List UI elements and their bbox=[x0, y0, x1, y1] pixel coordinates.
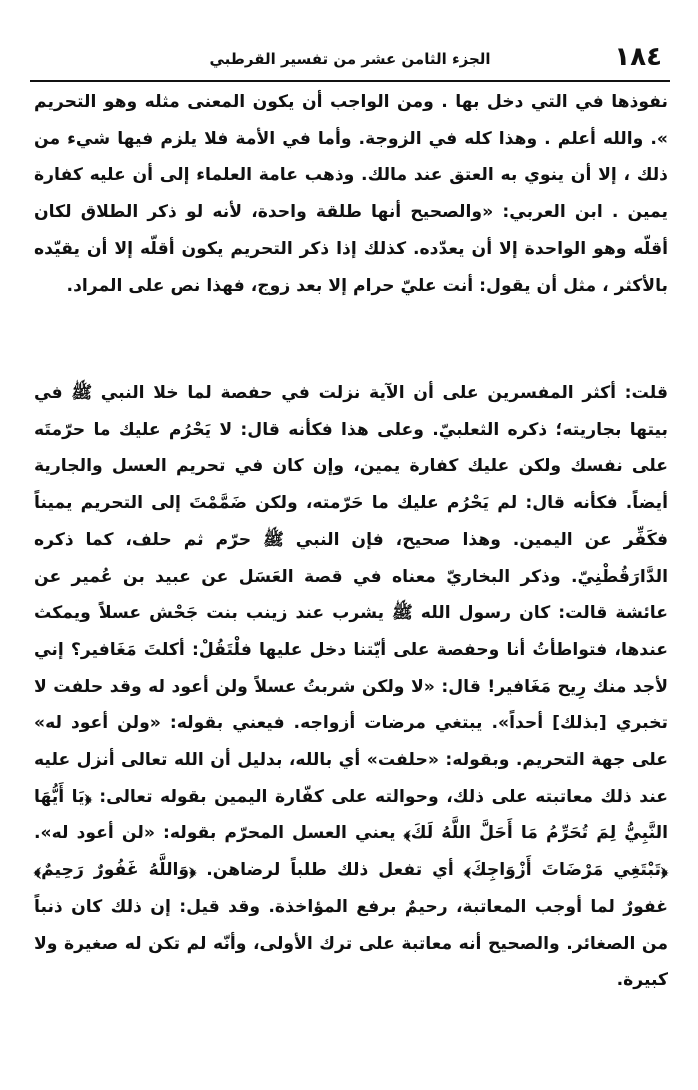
header-divider bbox=[30, 80, 670, 82]
paragraph-text: قلت: أكثر المفسرين على أن الآية نزلت في حفصة لما خلا النبي ﷺ في بيتها بجاريته؛ ذكره الثعلبيّ. وعلى هذا فكأنه قال: لا يَحْرُم عليك ما حرّمتَه على نفسك ولكن عليك كفارة يمين، وإن كان في تحريم العسل والجارية أيضاً. فكأنه قال: لم يَحْرُم عليك ما حَرّمته، ولكن ضَمَّمْتَ إلى التحريم يميناً فكَفِّر عن اليمين. وهذا صحيح، فإن النبي ﷺ حرّم ثم حلف، كما ذكره الدَّارَقُطْنِيّ. وذكر البخاريّ معناه في قصة العَسَل عن عبيد بن عُمير عن عائشة قالت: كان رسول الله ﷺ يشرب عند زينب بنت جَحْش عسلاً ويمكث عندها، فتواطأتُ أنا وحفصة على أيّتنا دخل عليها فلْتَقُلْ: أكلتَ مَغَافير؟ إني لأجد منك رِيح مَغَافير! قال: «لا ولكن شربتُ عسلاً ولن أعود له وقد حلفت لا تخبري [بذلك] أحداً». يبتغي مرضات أزواجه. فيعني بقوله: «ولن أعود له» على جهة التحريم. وبقوله: «حلفت» أي بالله، بدليل أن الله تعالى أنزل عليه عند ذلك معاتبته على ذلك، وحوالته على كفّارة اليمين بقوله تعالى: ﴿يَا أَيُّهَا النَّبِيُّ لِمَ تُحَرِّمُ مَا أَحَلَّ اللَّهُ لَكَ﴾ يعني العسل المحرّم بقوله: «لن أعود له». ﴿تَبْتَغِي مَرْضَاتَ أَزْوَاجِكَ﴾ أي تفعل ذلك طلباً لرضاهن. ﴿وَاللَّهُ غَفُورٌ رَحِيمٌ﴾ غفورٌ لما أوجب المعاتبة، رحيمٌ برفع المؤاخذة. وقد قيل: إن ذلك كان ذنباً من الصغائر. والصحيح أنه معاتبة على ترك الأولى، وأنّه لم تكن له صغيرة ولا كبيرة. bbox=[34, 383, 668, 991]
paragraph-1 bbox=[34, 84, 668, 304]
paragraph-2 bbox=[34, 375, 668, 999]
page-header bbox=[30, 40, 670, 80]
paragraph-text: نفوذها في التي دخل بها . ومن الواجب أن يكون المعنى مثله وهو التحريم ». والله أعلم . وهذا كله في الزوجة. وأما في الأمة فلا يلزم فيها شيء من ذلك ، إلا أن ينوي به العتق عند مالك. وذهب عامة العلماء إلى أن عليه كفارة يمين . ابن العربي: «والصحيح أنها طلقة واحدة، لأنه لو ذكر الطلاق لكان أقلّه وهو الواحدة إلا أن يعدّده. كذلك إذا ذكر التحريم يكون أقلّه إلا أن يقيّده بالأكثر ، مثل أن يقول: أنت عليّ حرام إلا بعد زوج، فهذا نص على المراد. bbox=[34, 92, 668, 296]
running-title: الجزء الثامن عشر من تفسير القرطبي bbox=[209, 50, 491, 68]
page-number: ١٨٤ bbox=[614, 42, 662, 72]
